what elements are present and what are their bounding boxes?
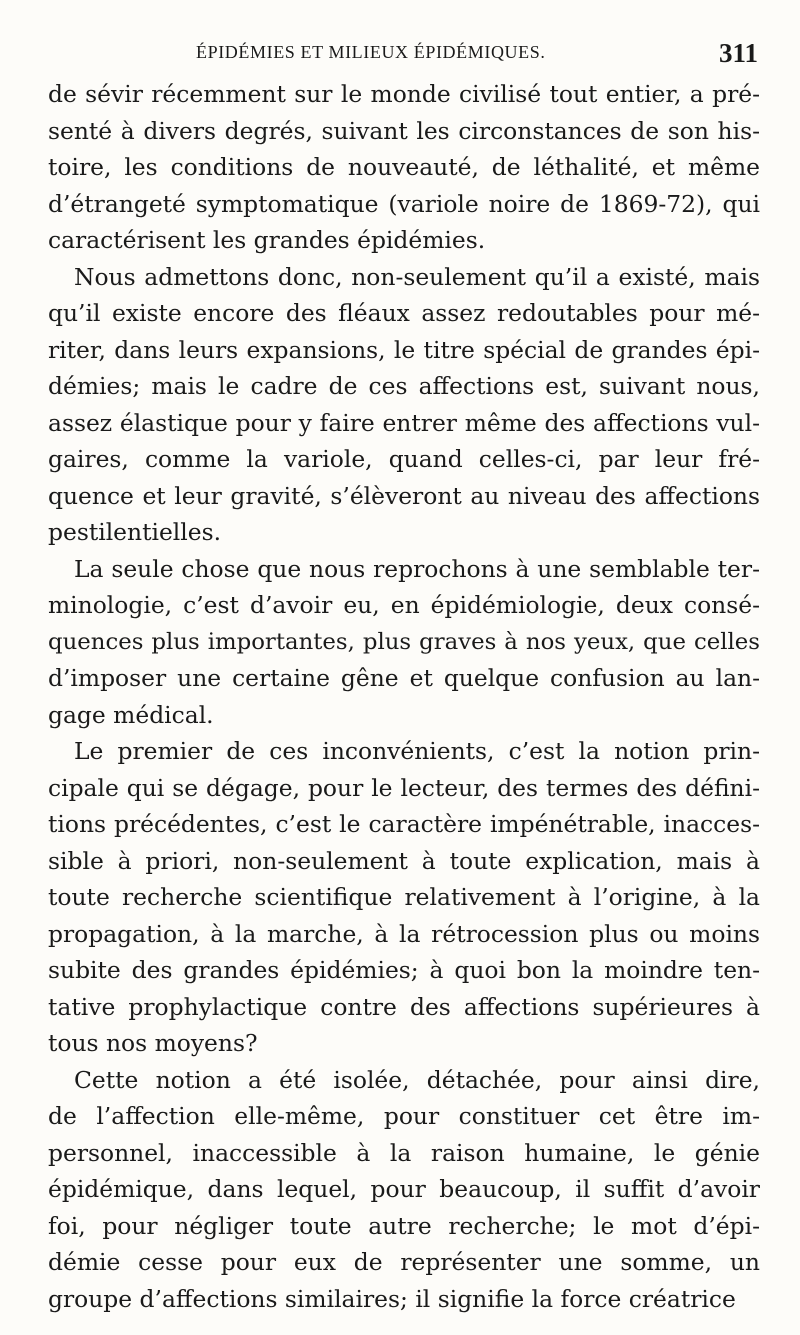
text-line: pestilentielles. bbox=[48, 518, 222, 546]
text-line: d’étrangeté symptomatique (variole noire de 1869-72), qui bbox=[48, 189, 760, 218]
text-line: quences plus importantes, plus graves à nos yeux, que celles bbox=[48, 628, 760, 655]
page-number: 311 bbox=[718, 38, 758, 68]
text-line: foi, pour négliger toute autre recherche; le mot d’épi- bbox=[48, 1211, 760, 1240]
text-line: démie cesse pour eux de représenter une somme, un bbox=[48, 1248, 760, 1276]
text-line: de l’affection elle-même, pour constituer cet être im- bbox=[48, 1102, 760, 1130]
text-line: épidémique, dans lequel, pour beaucoup, il suffit d’avoir bbox=[48, 1175, 760, 1203]
text-line: assez élastique pour y faire entrer même des affections vul- bbox=[48, 408, 760, 437]
paragraph bbox=[48, 551, 760, 734]
running-title: ÉPIDÉMIES ET MILIEUX ÉPIDÉMIQUES. bbox=[196, 42, 546, 62]
paragraph bbox=[48, 733, 760, 1062]
text-line: minologie, c’est d’avoir eu, en épidémiologie, deux consé- bbox=[48, 591, 760, 619]
text-line: tative prophylactique contre des affections supérieures à bbox=[48, 992, 760, 1021]
text-line: tions précédentes, c’est le caractère impénétrable, inacces- bbox=[48, 810, 760, 838]
text-line: senté à divers degrés, suivant les circonstances de son his- bbox=[48, 116, 760, 145]
text-line: sible à priori, non-seulement à toute explication, mais à bbox=[48, 846, 760, 875]
text-line: groupe d’affections similaires; il signifie la force créatrice bbox=[48, 1284, 736, 1313]
text-line: La seule chose que nous reprochons à une semblable ter- bbox=[74, 554, 760, 583]
text-line: riter, dans leurs expansions, le titre spécial de grandes épi- bbox=[48, 335, 760, 364]
text-line: démies; mais le cadre de ces affections est, suivant nous, bbox=[48, 372, 760, 400]
text-line: Cette notion a été isolée, détachée, pour ainsi dire, bbox=[74, 1065, 760, 1094]
running-head bbox=[48, 38, 758, 72]
text-line: d’imposer une certaine gêne et quelque confusion au lan- bbox=[48, 664, 760, 692]
text-line: toire, les conditions de nouveauté, de léthalité, et même bbox=[48, 153, 760, 181]
paragraph bbox=[48, 1062, 760, 1318]
text-line: toute recherche scientifique relativement à l’origine, à la bbox=[48, 883, 760, 911]
text-line: Nous admettons donc, non-seulement qu’il a existé, mais bbox=[74, 262, 760, 291]
text-line: quence et leur gravité, s’élèveront au niveau des affections bbox=[48, 481, 760, 510]
text-line: gaires, comme la variole, quand celles-ci, par leur fré- bbox=[48, 445, 760, 473]
text-line: propagation, à la marche, à la rétrocession plus ou moins bbox=[48, 919, 760, 948]
paragraph bbox=[48, 76, 760, 259]
text-line: personnel, inaccessible à la raison humaine, le génie bbox=[48, 1138, 760, 1167]
text-line: gage médical. bbox=[48, 700, 214, 729]
text-line: Le premier de ces inconvénients, c’est la notion prin- bbox=[74, 737, 760, 765]
text-line: subite des grandes épidémies; à quoi bon la moindre ten- bbox=[48, 956, 760, 984]
text-line: cipale qui se dégage, pour le lecteur, des termes des défini- bbox=[48, 773, 760, 802]
text-line: caractérisent les grandes épidémies. bbox=[48, 226, 486, 254]
paragraph bbox=[48, 259, 760, 551]
text-line: qu’il existe encore des fléaux assez redoutables pour mé- bbox=[48, 299, 760, 327]
text-line: tous nos moyens? bbox=[48, 1029, 258, 1057]
text-line: de sévir récemment sur le monde civilisé tout entier, a pré- bbox=[48, 80, 760, 108]
body-text bbox=[48, 76, 760, 1317]
